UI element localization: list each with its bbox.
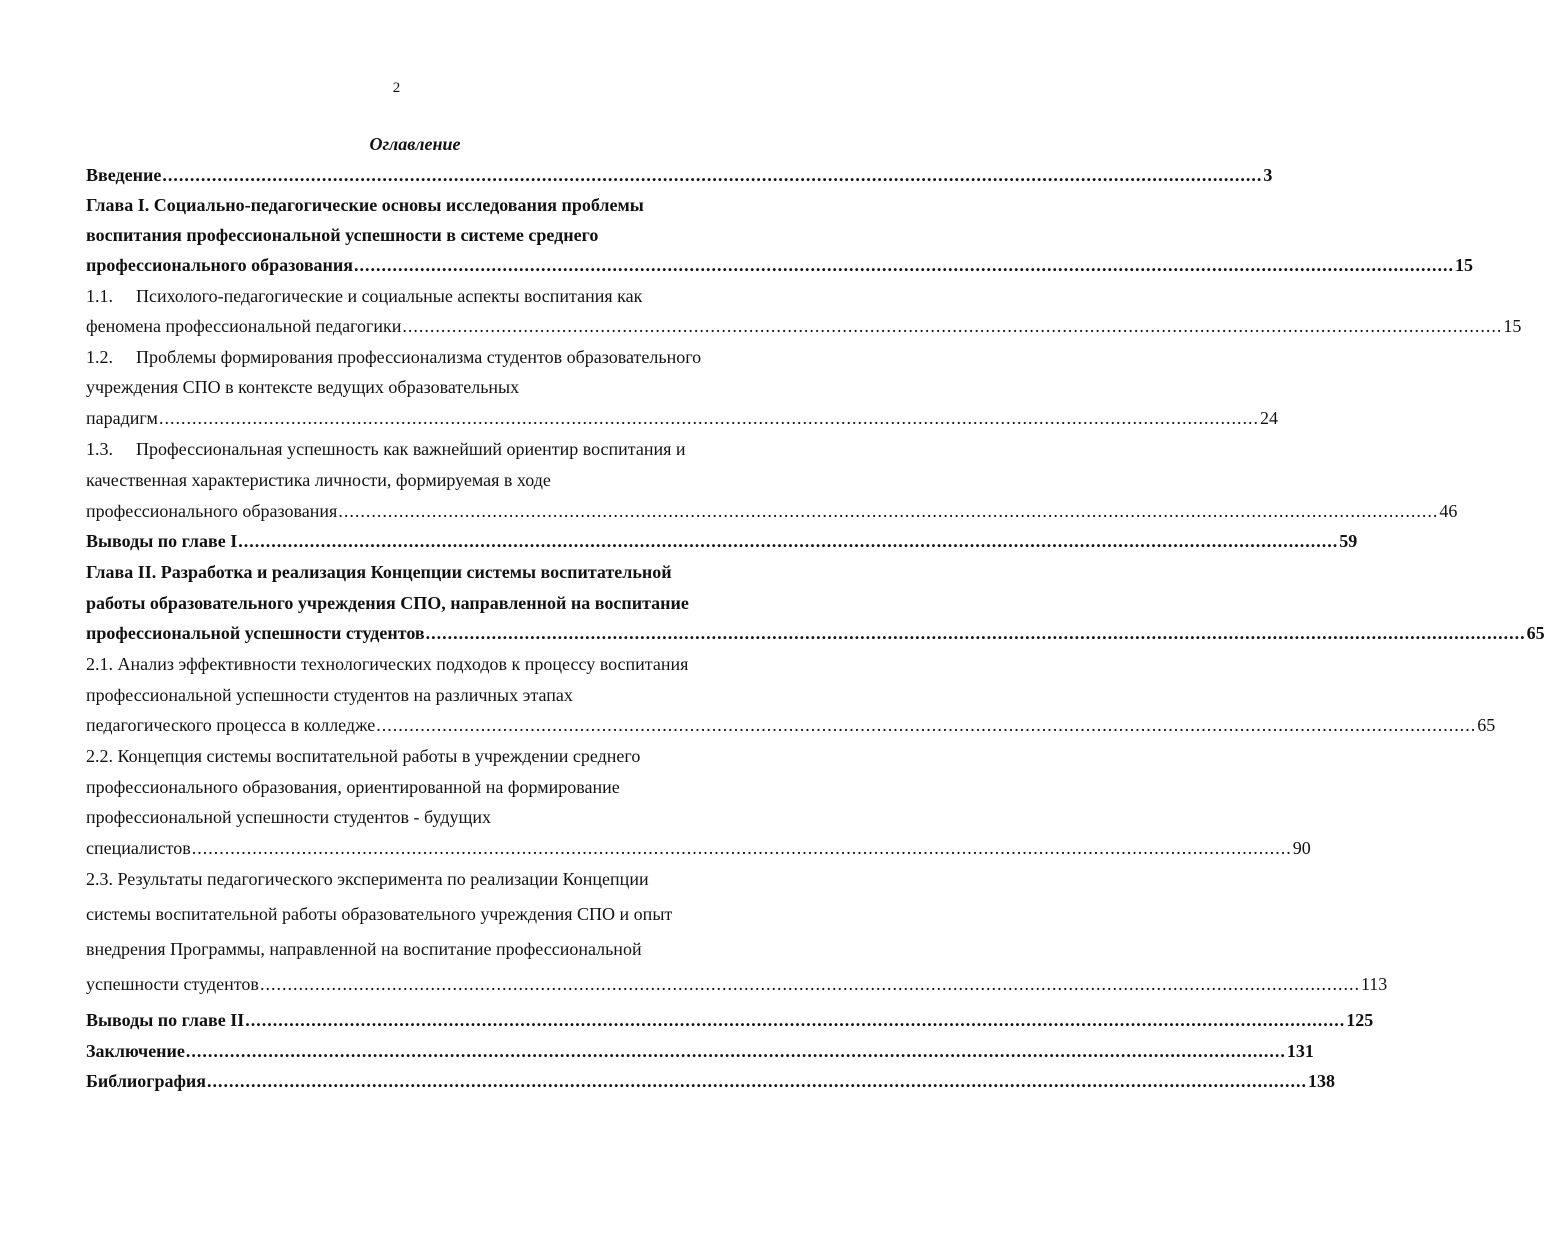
toc-section-2-3-line-2: системы воспитательной работы образовательного учреждения СПО и опыт xyxy=(86,904,673,924)
toc-section-2-1-line-1: 2.1. Анализ эффективности технологических подходов к процессу воспитания xyxy=(86,654,689,674)
toc-entry-section-1-1 xyxy=(86,311,1522,341)
toc-entry-section-1-3 xyxy=(86,496,1458,526)
dot-leader: ........................................................................................................................................................................................................ xyxy=(259,974,1360,994)
toc-entry-section-2-2 xyxy=(86,833,1311,863)
toc-entry-label: профессионального образования xyxy=(86,501,338,521)
toc-page-number: 131 xyxy=(1286,1041,1314,1061)
section-number: 1.1. xyxy=(86,286,113,306)
toc-page-number: 90 xyxy=(1292,838,1311,858)
toc-entry-label: Выводы по главе I xyxy=(86,531,238,551)
dot-leader: ........................................................................................................................................................................................................ xyxy=(245,1010,1346,1030)
section-number: 1.2. xyxy=(86,347,113,367)
dot-leader: ........................................................................................................................................................................................................ xyxy=(162,165,1263,185)
section-number: 1.3. xyxy=(86,439,113,459)
toc-entry-section-1-2 xyxy=(86,403,1278,433)
dot-leader: ........................................................................................................................................................................................................ xyxy=(425,623,1526,643)
toc-page-number: 113 xyxy=(1360,974,1388,994)
toc-entry-label: Заключение xyxy=(86,1041,185,1061)
toc-entry-conclusion xyxy=(86,1036,1314,1066)
dot-leader: ........................................................................................................................................................................................................ xyxy=(238,531,1339,551)
toc-entry-section-2-3 xyxy=(86,969,1388,999)
toc-page-number: 125 xyxy=(1346,1010,1374,1030)
toc-section-2-3-line-3: внедрения Программы, направленной на воспитание профессиональной xyxy=(86,939,642,959)
toc-page-number: 3 xyxy=(1263,165,1273,185)
toc-section-2-2-line-3: профессиональной успешности студентов - будущих xyxy=(86,807,491,827)
toc-page-number: 15 xyxy=(1455,255,1474,275)
toc-page-number: 65 xyxy=(1526,623,1545,643)
toc-page-number: 46 xyxy=(1439,501,1458,521)
dot-leader: ........................................................................................................................................................................................................ xyxy=(191,838,1292,858)
toc-page-number: 24 xyxy=(1259,408,1278,428)
toc-entry-chapter-1 xyxy=(86,250,1474,280)
toc-section-1-3-line-1 xyxy=(86,434,741,464)
toc-chapter-1-line-2: воспитания профессиональной успешности в системе среднего xyxy=(86,225,599,245)
dot-leader: ........................................................................................................................................................................................................ xyxy=(338,501,1439,521)
toc-entry-label: профессионального образования xyxy=(86,255,354,275)
section-text: Психолого-педагогические и социальные аспекты воспитания как xyxy=(136,286,643,306)
toc-entry-label: Выводы по главе II xyxy=(86,1010,245,1030)
toc-page-number: 65 xyxy=(1477,715,1496,735)
toc-entry-chapter-2-conclusions xyxy=(86,1005,1374,1035)
section-text: Проблемы формирования профессионализма студентов образовательного xyxy=(136,347,702,367)
toc-section-1-3-line-2: качественная характеристика личности, формируемая в ходе xyxy=(86,470,551,490)
dot-leader: ........................................................................................................................................................................................................ xyxy=(207,1071,1308,1091)
toc-chapter-2-line-2: работы образовательного учреждения СПО, направленной на воспитание xyxy=(86,593,689,613)
toc-entry-label: парадигм xyxy=(86,408,158,428)
toc-section-2-1-line-2: профессиональной успешности студентов на различных этапах xyxy=(86,685,573,705)
dot-leader: ........................................................................................................................................................................................................ xyxy=(376,715,1477,735)
page-title: Оглавление xyxy=(369,134,461,154)
toc-section-2-3-line-1: 2.3. Результаты педагогического эксперимента по реализации Концепции xyxy=(86,869,649,889)
toc-section-1-2-line-2: учреждения СПО в контексте ведущих образовательных xyxy=(86,377,520,397)
toc-entry-label: профессиональной успешности студентов xyxy=(86,623,425,643)
dot-leader: ........................................................................................................................................................................................................ xyxy=(402,316,1503,336)
toc-entry-chapter-1-conclusions xyxy=(86,526,1358,556)
toc-entry-label: педагогического процесса в колледже xyxy=(86,715,376,735)
section-text: Профессиональная успешность как важнейший ориентир воспитания и xyxy=(136,439,686,459)
toc-entry-label: феномена профессиональной педагогики xyxy=(86,316,402,336)
toc-entry-label: специалистов xyxy=(86,838,191,858)
dot-leader: ........................................................................................................................................................................................................ xyxy=(158,408,1259,428)
toc-entry-chapter-2 xyxy=(86,618,1545,648)
toc-entry-label: Библиография xyxy=(86,1071,207,1091)
toc-entry-introduction xyxy=(86,160,1273,190)
toc-entry-bibliography xyxy=(86,1066,1336,1096)
toc-chapter-1-line-1: Глава I. Социально-педагогические основы исследования проблемы xyxy=(86,195,644,215)
toc-page-number: 59 xyxy=(1339,531,1358,551)
toc-chapter-2-line-1: Глава II. Разработка и реализация Концепции системы воспитательной xyxy=(86,562,672,582)
toc-section-2-2-line-2: профессионального образования, ориентированной на формирование xyxy=(86,777,620,797)
toc-entry-section-2-1 xyxy=(86,710,1496,740)
dot-leader: ........................................................................................................................................................................................................ xyxy=(354,255,1455,275)
page-number: 2 xyxy=(392,80,401,96)
toc-page-number: 138 xyxy=(1308,1071,1336,1091)
toc-entry-label: Введение xyxy=(86,165,162,185)
toc-section-1-2-line-1 xyxy=(86,342,741,372)
dot-leader: ........................................................................................................................................................................................................ xyxy=(185,1041,1286,1061)
toc-section-1-1-line-1 xyxy=(86,281,741,311)
toc-section-2-2-line-1: 2.2. Концепция системы воспитательной работы в учреждении среднего xyxy=(86,746,641,766)
toc-page-number: 15 xyxy=(1503,316,1522,336)
toc-entry-label: успешности студентов xyxy=(86,974,259,994)
